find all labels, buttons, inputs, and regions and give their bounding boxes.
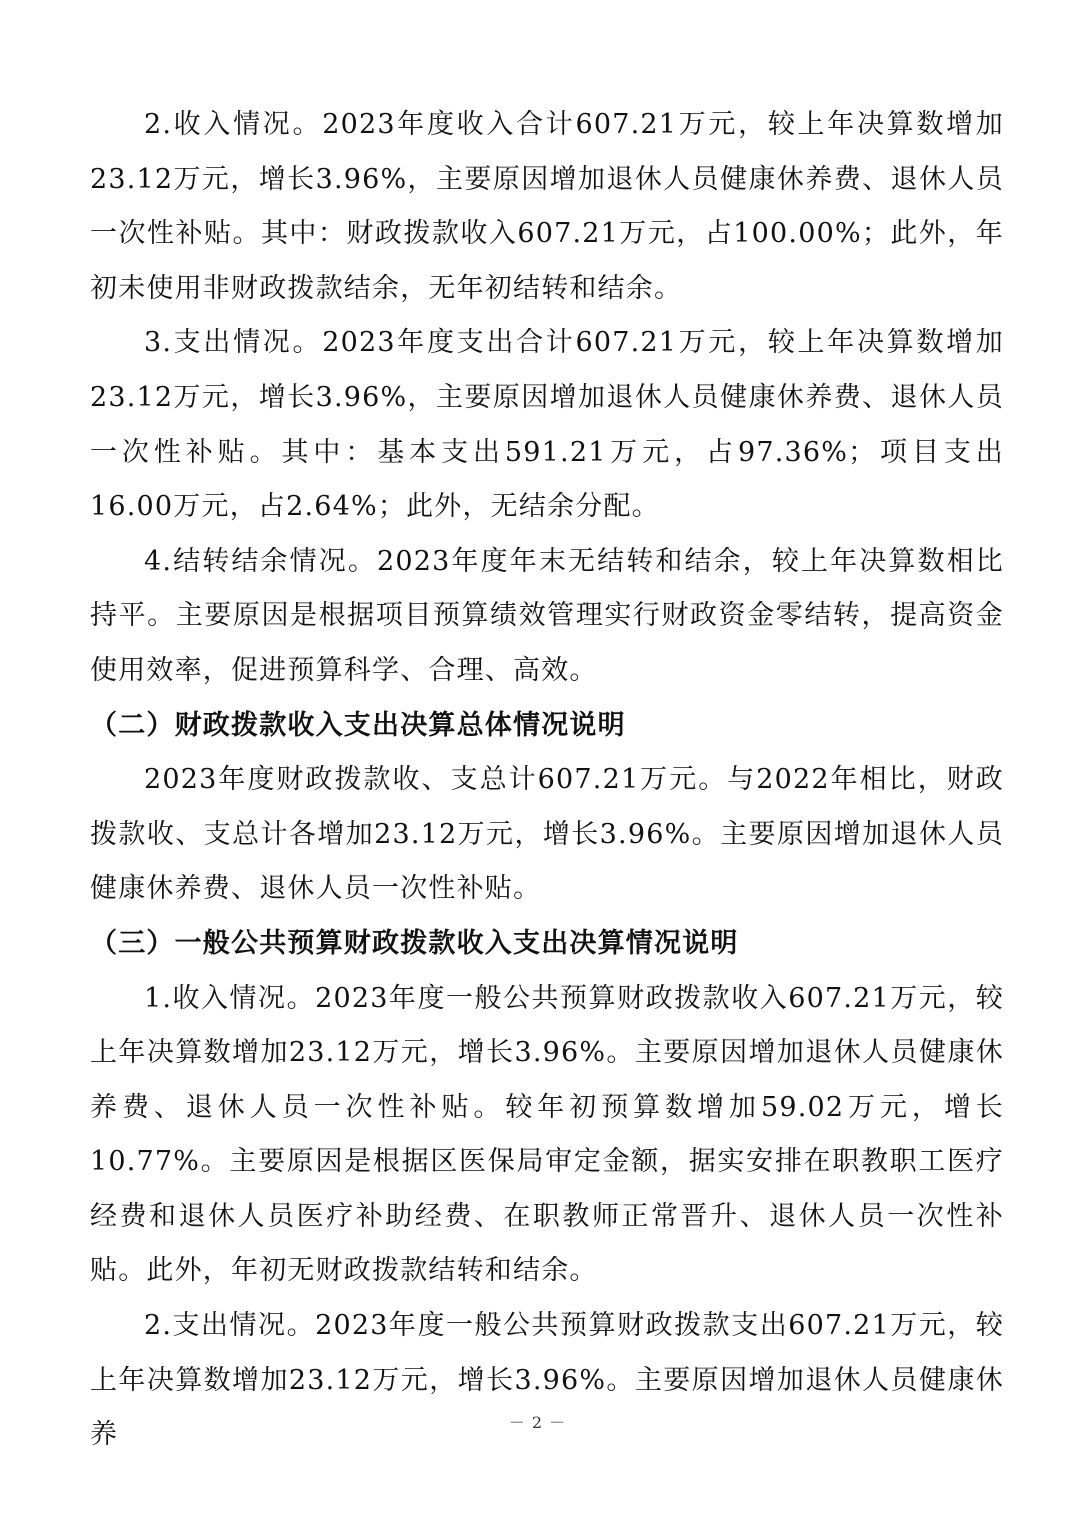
paragraph-gpb-income: 1.收入情况。2023年度一般公共预算财政拨款收入607.21万元，较上年决算数增加23.12万元，增长3.96%。主要原因增加退休人员健康休养费、退休人员一次性补贴。较年初预算数增加59.02万元，增长10.77%。主要原因是根据区医保局审定金额，据实安排在职教职工医疗经费和退休人员医疗补助经费、在职教师正常晋升、退休人员一次性补贴。此外，年初无财政拨款结转和结余。 — [90, 982, 1004, 1287]
section-heading-general-public-budget: （三）一般公共预算财政拨款收入支出决算情况说明 — [90, 927, 739, 959]
paragraph-income: 2.收入情况。2023年度收入合计607.21万元，较上年决算数增加23.12万元，增长3.96%，主要原因增加退休人员健康休养费、退休人员一次性补贴。其中：财政拨款收入607.21万元，占100.00%；此外，年初未使用非财政拨款结余，无年初结转和结余。 — [90, 109, 1004, 304]
section-heading-fiscal-allocation: （二）财政拨款收入支出决算总体情况说明 — [90, 709, 626, 741]
page-number: － 2 － — [508, 1413, 567, 1432]
document-body — [90, 98, 1004, 1463]
paragraph-carryover: 4.结转结余情况。2023年度年末无结转和结余，较上年决算数相比持平。主要原因是根据项目预算绩效管理实行财政资金零结转，提高资金使用效率，促进预算科学、合理、高效。 — [90, 545, 1004, 686]
paragraph-fiscal-allocation-summary: 2023年度财政拨款收、支总计607.21万元。与2022年相比，财政拨款收、支总计各增加23.12万元，增长3.96%。主要原因增加退休人员健康休养费、退休人员一次性补贴。 — [90, 764, 1004, 905]
paragraph-expenditure: 3.支出情况。2023年度支出合计607.21万元，较上年决算数增加23.12万元，增长3.96%，主要原因增加退休人员健康休养费、退休人员一次性补贴。其中：基本支出591.21万元，占97.36%；项目支出16.00万元，占2.64%；此外，无结余分配。 — [90, 327, 1004, 523]
paragraph-gpb-expenditure: 2.支出情况。2023年度一般公共预算财政拨款支出607.21万元，较上年决算数增加23.12万元，增长3.96%。主要原因增加退休人员健康休养 — [90, 1310, 1004, 1451]
